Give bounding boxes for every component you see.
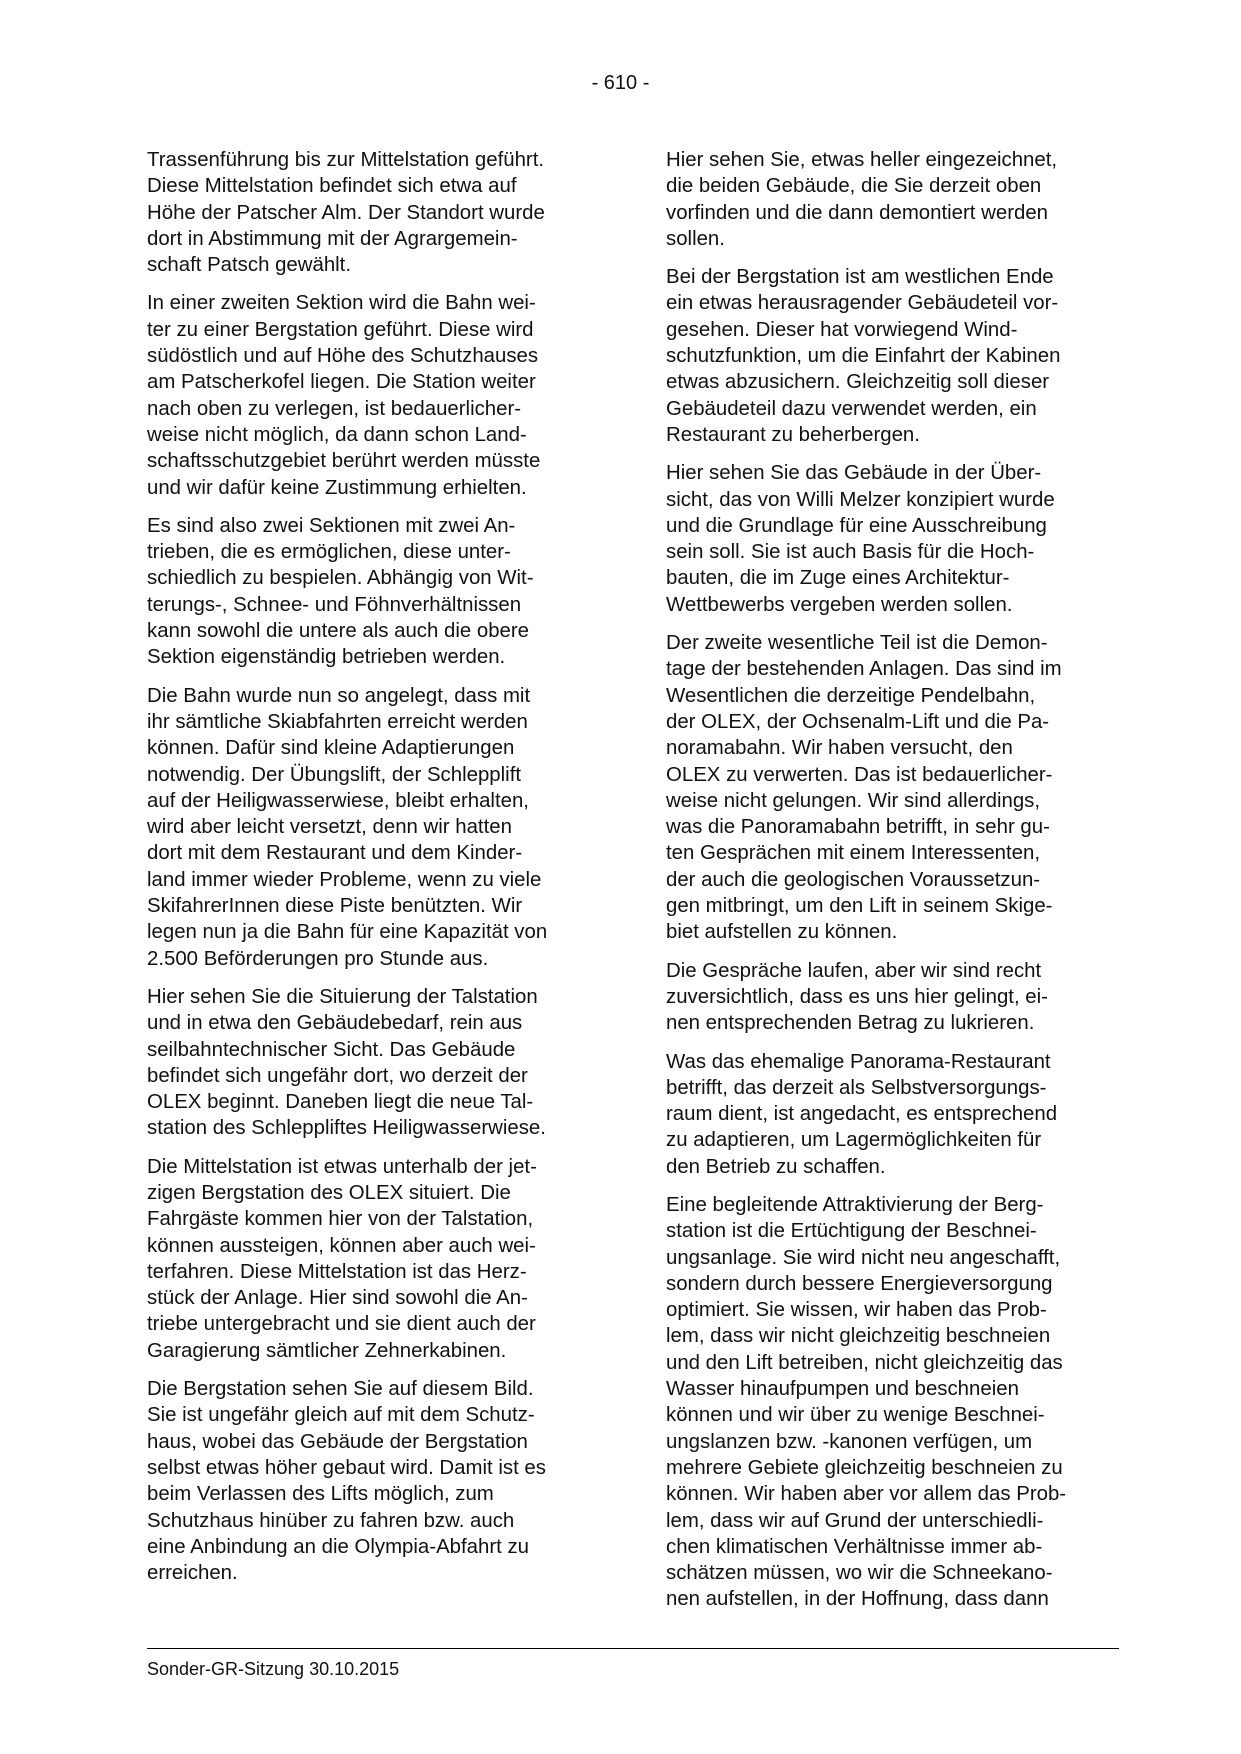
text-line: zuversichtlich, dass es uns hier gelingt, ei-	[666, 985, 1048, 1008]
text-line: Wasser hinaufpumpen und beschneien	[666, 1378, 1019, 1401]
paragraph	[666, 958, 1116, 1037]
text-line: Sektion eigenständig betrieben werden.	[147, 646, 506, 669]
text-line: Garagierung sämtlicher Zehnerkabinen.	[147, 1339, 507, 1362]
text-line: stück der Anlage. Hier sind sowohl die An-	[147, 1287, 528, 1310]
text-line: beim Verlassen des Lifts möglich, zum	[147, 1483, 494, 1506]
paragraph	[147, 147, 597, 278]
text-line: Die Bahn wurde nun so angelegt, dass mit	[147, 684, 531, 707]
text-line: ten Gesprächen mit einem Interessenten,	[666, 842, 1041, 865]
text-line: Bei der Bergstation ist am westlichen Ende	[666, 266, 1054, 289]
text-line: Hier sehen Sie die Situierung der Talstation	[147, 985, 538, 1008]
text-line: und den Lift betreiben, nicht gleichzeitig das	[666, 1351, 1063, 1374]
text-line: was die Panoramabahn betrifft, in sehr gu-	[666, 816, 1050, 839]
text-line: den Betrieb zu schaffen.	[666, 1155, 886, 1178]
footer-session-label: Sonder-GR-Sitzung 30.10.2015	[147, 1659, 400, 1679]
text-line: chen klimatischen Verhältnisse immer ab-	[666, 1535, 1043, 1558]
text-line: dort mit dem Restaurant und dem Kinder-	[147, 842, 523, 865]
text-line: Gebäudeteil dazu verwendet werden, ein	[666, 397, 1037, 420]
text-line: ungsanlage. Sie wird nicht neu angeschafft,	[666, 1246, 1061, 1269]
text-line: können und wir über zu wenige Beschnei-	[666, 1404, 1045, 1427]
text-line: schiedlich zu bespielen. Abhängig von Wit-	[147, 567, 534, 590]
text-line: station des Schleppliftes Heiligwasserwiese.	[147, 1117, 546, 1140]
text-line: ein etwas herausragender Gebäudeteil vor-	[666, 292, 1059, 315]
text-line: und wir dafür keine Zustimmung erhielten.	[147, 476, 527, 499]
text-line: sondern durch bessere Energieversorgung	[666, 1272, 1053, 1295]
text-line: bauten, die im Zuge eines Architektur-	[666, 567, 1010, 590]
text-line: Was das ehemalige Panorama-Restaurant	[666, 1050, 1051, 1073]
text-line: Es sind also zwei Sektionen mit zwei An-	[147, 514, 516, 537]
text-line: ihr sämtliche Skiabfahrten erreicht werden	[147, 710, 528, 733]
text-line: lem, dass wir nicht gleichzeitig beschneien	[666, 1325, 1051, 1348]
paragraph	[147, 1154, 597, 1364]
text-line: seilbahntechnischer Sicht. Das Gebäude	[147, 1038, 516, 1061]
text-line: eine Anbindung an die Olympia-Abfahrt zu	[147, 1535, 530, 1558]
text-line: am Patscherkofel liegen. Die Station weiter	[147, 371, 536, 394]
text-line: können. Dafür sind kleine Adaptierungen	[147, 737, 515, 760]
text-line: und die Grundlage für eine Ausschreibung	[666, 514, 1047, 537]
text-line: nen aufstellen, in der Hoffnung, dass dann	[666, 1588, 1049, 1611]
text-line: Sie ist ungefähr gleich auf mit dem Schutz-	[147, 1404, 535, 1427]
text-line: der OLEX, der Ochsenalm-Lift und die Pa-	[666, 710, 1050, 733]
paragraph	[147, 1376, 597, 1586]
text-line: optimiert. Sie wissen, wir haben das Prob-	[666, 1299, 1047, 1322]
text-line: Höhe der Patscher Alm. Der Standort wurde	[147, 201, 545, 224]
text-line: SkifahrerInnen diese Piste benützten. Wir	[147, 895, 523, 918]
text-line: triebe untergebracht und sie dient auch der	[147, 1313, 536, 1336]
text-line: sollen.	[666, 227, 725, 250]
text-line: weise nicht gelungen. Wir sind allerdings,	[666, 789, 1041, 812]
text-line: OLEX beginnt. Daneben liegt die neue Tal-	[147, 1091, 534, 1114]
text-line: können aussteigen, können aber auch wei-	[147, 1234, 536, 1257]
text-line: noramabahn. Wir haben versucht, den	[666, 737, 1013, 760]
footer-divider	[147, 1648, 1119, 1649]
text-line: erreichen.	[147, 1562, 238, 1585]
text-line: haus, wobei das Gebäude der Bergstation	[147, 1430, 528, 1453]
paragraph	[147, 984, 597, 1142]
paragraph	[666, 630, 1116, 946]
text-line: schutzfunktion, um die Einfahrt der Kabinen	[666, 345, 1061, 368]
text-line: der auch die geologischen Voraussetzun-	[666, 868, 1041, 891]
text-line: zigen Bergstation des OLEX situiert. Die	[147, 1181, 511, 1204]
text-line: dort in Abstimmung mit der Agrargemein-	[147, 227, 518, 250]
text-line: station ist die Ertüchtigung der Beschnei-	[666, 1220, 1037, 1243]
page-number: - 610 -	[591, 72, 650, 94]
text-line: Fahrgäste kommen hier von der Talstation,	[147, 1208, 534, 1231]
text-line: befindet sich ungefähr dort, wo derzeit der	[147, 1064, 528, 1087]
text-line: schaftsschutzgebiet berührt werden müsste	[147, 450, 541, 473]
text-line: Restaurant zu beherbergen.	[666, 423, 920, 446]
paragraph	[147, 683, 597, 972]
text-line: betrifft, das derzeit als Selbstversorgungs-	[666, 1076, 1047, 1099]
text-line: Hier sehen Sie das Gebäude in der Über-	[666, 462, 1042, 485]
text-line: terfahren. Diese Mittelstation ist das Herz-	[147, 1260, 527, 1283]
text-line: schaft Patsch gewählt.	[147, 254, 352, 277]
text-line: zu adaptieren, um Lagermöglichkeiten für	[666, 1129, 1042, 1152]
text-line: tage der bestehenden Anlagen. Das sind im	[666, 658, 1062, 681]
paragraph	[666, 1049, 1116, 1180]
text-line: Hier sehen Sie, etwas heller eingezeichnet,	[666, 149, 1058, 171]
text-line: legen nun ja die Bahn für eine Kapazität von	[147, 921, 548, 944]
text-line: und in etwa den Gebäudebedarf, rein aus	[147, 1012, 523, 1035]
text-line: Schutzhaus hinüber zu fahren bzw. auch	[147, 1509, 515, 1532]
text-line: Wettbewerbs vergeben werden sollen.	[666, 593, 1013, 616]
text-line: südöstlich und auf Höhe des Schutzhauses	[147, 345, 539, 368]
paragraph	[666, 147, 1116, 252]
text-line: auf der Heiligwasserwiese, bleibt erhalten,	[147, 789, 529, 812]
text-line: sicht, das von Willi Melzer konzipiert wurde	[666, 488, 1055, 511]
text-line: sein soll. Sie ist auch Basis für die Hoch-	[666, 541, 1035, 564]
text-line: ungslanzen bzw. -kanonen verfügen, um	[666, 1430, 1033, 1453]
paragraph	[666, 1192, 1116, 1613]
right-column	[666, 147, 1116, 1625]
text-line: selbst etwas höher gebaut wird. Damit ist es	[147, 1456, 546, 1479]
text-line: trieben, die es ermöglichen, diese unter-	[147, 541, 511, 564]
text-line: lem, dass wir auf Grund der unterschiedli-	[666, 1509, 1044, 1532]
paragraph	[666, 264, 1116, 448]
text-line: Wesentlichen die derzeitige Pendelbahn,	[666, 684, 1036, 707]
text-line: weise nicht möglich, da dann schon Land-	[147, 423, 527, 446]
text-line: mehrere Gebiete gleichzeitig beschneien zu	[666, 1456, 1063, 1479]
text-line: biet aufstellen zu können.	[666, 921, 898, 944]
text-line: Die Gespräche laufen, aber wir sind recht	[666, 959, 1042, 982]
text-line: etwas abzusichern. Gleichzeitig soll dieser	[666, 371, 1050, 394]
left-column	[147, 147, 597, 1598]
text-line: Die Bergstation sehen Sie auf diesem Bild.	[147, 1378, 534, 1401]
text-line: gesehen. Dieser hat vorwiegend Wind-	[666, 318, 1018, 341]
text-line: gen mitbringt, um den Lift in seinem Skige-	[666, 895, 1053, 918]
text-line: In einer zweiten Sektion wird die Bahn wei-	[147, 292, 536, 315]
text-line: die beiden Gebäude, die Sie derzeit oben	[666, 175, 1042, 198]
text-line: land immer wieder Probleme, wenn zu viele	[147, 868, 542, 891]
text-line: kann sowohl die untere als auch die obere	[147, 620, 530, 643]
text-line: schätzen müssen, wo wir die Schneekano-	[666, 1562, 1053, 1585]
text-line: Trassenführung bis zur Mittelstation geführt.	[147, 149, 545, 171]
text-line: wird aber leicht versetzt, denn wir hatten	[147, 816, 512, 839]
paragraph	[666, 460, 1116, 618]
text-line: Der zweite wesentliche Teil ist die Demon-	[666, 632, 1048, 655]
paragraph	[147, 290, 597, 500]
text-line: können. Wir haben aber vor allem das Prob-	[666, 1483, 1067, 1506]
text-line: Diese Mittelstation befindet sich etwa auf	[147, 175, 517, 198]
text-line: terungs-, Schnee- und Föhnverhältnissen	[147, 593, 522, 616]
text-line: nach oben zu verlegen, ist bedauerlicher-	[147, 397, 522, 420]
text-line: nen entsprechenden Betrag zu lukrieren.	[666, 1012, 1035, 1035]
paragraph	[147, 513, 597, 671]
text-line: vorfinden und die dann demontiert werden	[666, 201, 1049, 224]
text-line: OLEX zu verwerten. Das ist bedauerlicher-	[666, 763, 1053, 786]
text-line: Die Mittelstation ist etwas unterhalb der jet-	[147, 1155, 537, 1178]
text-line: notwendig. Der Übungslift, der Schlepplift	[147, 763, 522, 786]
text-line: raum dient, ist angedacht, es entsprechend	[666, 1103, 1058, 1126]
text-line: Eine begleitende Attraktivierung der Berg-	[666, 1193, 1044, 1216]
text-line: ter zu einer Bergstation geführt. Diese wird	[147, 318, 534, 341]
text-line: 2.500 Beförderungen pro Stunde aus.	[147, 947, 489, 970]
